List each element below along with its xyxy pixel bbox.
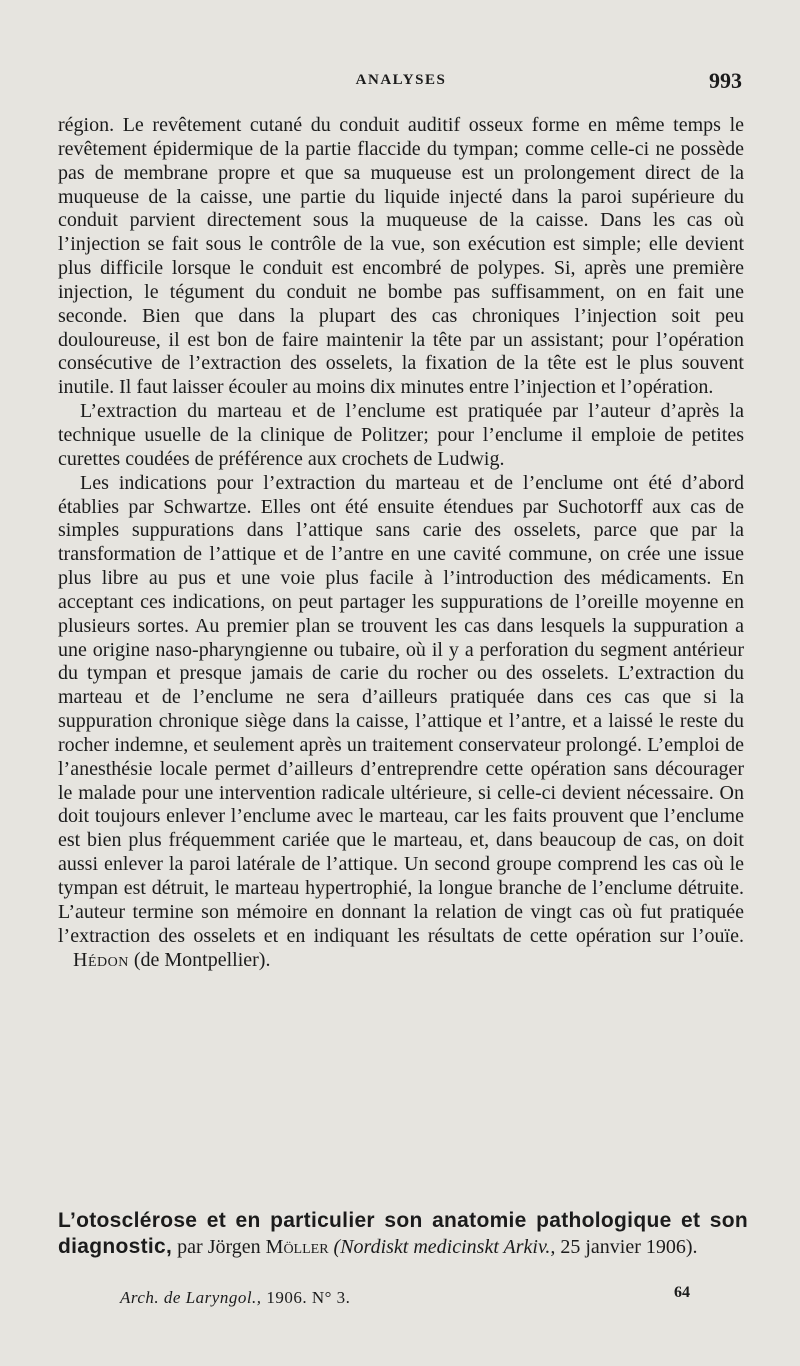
- paragraph-continuation: région. Le revêtement cutané du conduit auditif osseux forme en même temps le revêtement épidermique de la partie flaccide du tympan; comme celle-ci ne possède pas de membrane propre et que sa muqueuse est un prolongement direct de la muqueuse de la caisse, une partie du liquide injecté dans la paroi supérieure du conduit parvient directement sous la muqueuse de la caisse. Dans les cas où l’injection se fait sous le contrôle de la vue, son exécution est simple; elle devient plus difficile lorsque le conduit est encombré de polypes. Si, après une première injection, le tégument du conduit ne bombe pas suffisamment, on en fait une seconde. Bien que dans la plupart des cas chroniques l’injection soit peu douloureuse, il est bon de faire maintenir la tête par un assistant; pour l’opération consécutive de l’extraction des osselets, la fixation de la tête est le plus souvent inutile. Il faut laisser écouler au moins dix minutes entre l’injection et l’opération.: [58, 114, 744, 399]
- article-journal: (Nordiskt medicinskt Arkiv.,: [333, 1236, 556, 1258]
- reviewer-signature: [58, 949, 270, 971]
- reviewer-name: Hédon: [73, 948, 129, 971]
- article-body: [58, 114, 744, 972]
- paragraph-indications: [58, 472, 744, 973]
- paragraph-indications-text: Les indications pour l’extraction du marteau et de l’enclume ont été d’abord établies par Schwartze. Elles ont été ensuite étendues par Suchotorff aux cas de simples suppurations dans l’attique sans carie des osselets, parce que par la transformation de l’attique et de l’antre en une cavité commune, on crée une issue plus libre au pus et une voie plus facile à l’introduction des médicaments. En acceptant ces indications, on peut partager les suppurations de l’oreille moyenne en plusieurs sortes. Au premier plan se trouvent les cas dans lesquels la suppuration a une origine naso-pharyngienne ou tubaire, où il y a perforation du segment antérieur du tympan et presque jamais de carie du rocher ou des osselets. L’extraction du marteau et de l’enclume ne sera d’ailleurs pratiquée dans ces cas que si la suppuration chronique siège dans la caisse, l’attique et l’antre, et a laissé le reste du rocher indemne, et seulement après un traitement conservateur prolongé. L’emploi de l’anesthésie locale permet d’ailleurs d’entreprendre cette opération sans décourager le malade pour une intervention radicale ultérieure, si celle-ci devient nécessaire. On doit toujours enlever l’enclume avec le marteau, car les faits prouvent que l’enclume est bien plus fréquemment cariée que le marteau, et, dans beaucoup de cas, on doit aussi enlever la paroi latérale de l’attique. Un second groupe comprend les cas où le tympan est détruit, le marteau hypertrophié, la longue branche de l’enclume détruite. L’auteur termine son mémoire en donnant la relation de vingt cas où fut pratiquée l’extraction des osselets et en indiquant les résultats de cette opération sur l’ouïe.: [58, 471, 744, 947]
- article-by: par Jörgen: [177, 1236, 261, 1258]
- page-header: [60, 68, 742, 102]
- footer-issue: 1906. N° 3.: [266, 1288, 351, 1307]
- article-author: Möller: [265, 1236, 329, 1258]
- article-title: L’otosclérose et en particulier son anatomie pathologique et son diagnostic,: [58, 1209, 748, 1258]
- signature-mark: 64: [674, 1284, 690, 1301]
- next-article-heading: [58, 1208, 748, 1260]
- footer-journal: Arch. de Laryngol.,: [120, 1288, 262, 1307]
- page-number: 993: [709, 68, 742, 93]
- page-footer: [120, 1284, 690, 1316]
- reviewer-city: (de Montpellier).: [133, 948, 271, 971]
- footer-citation: [120, 1288, 350, 1308]
- paragraph-extraction-technique: L’extraction du marteau et de l’enclume est pratiquée par l’auteur d’après la technique usuelle de la clinique de Politzer; pour l’enclume il emploie de petites curettes coudées de préférence aux crochets de Ludwig.: [58, 400, 744, 470]
- running-head: ANALYSES: [355, 72, 447, 88]
- article-date: 25 janvier 1906).: [560, 1236, 698, 1258]
